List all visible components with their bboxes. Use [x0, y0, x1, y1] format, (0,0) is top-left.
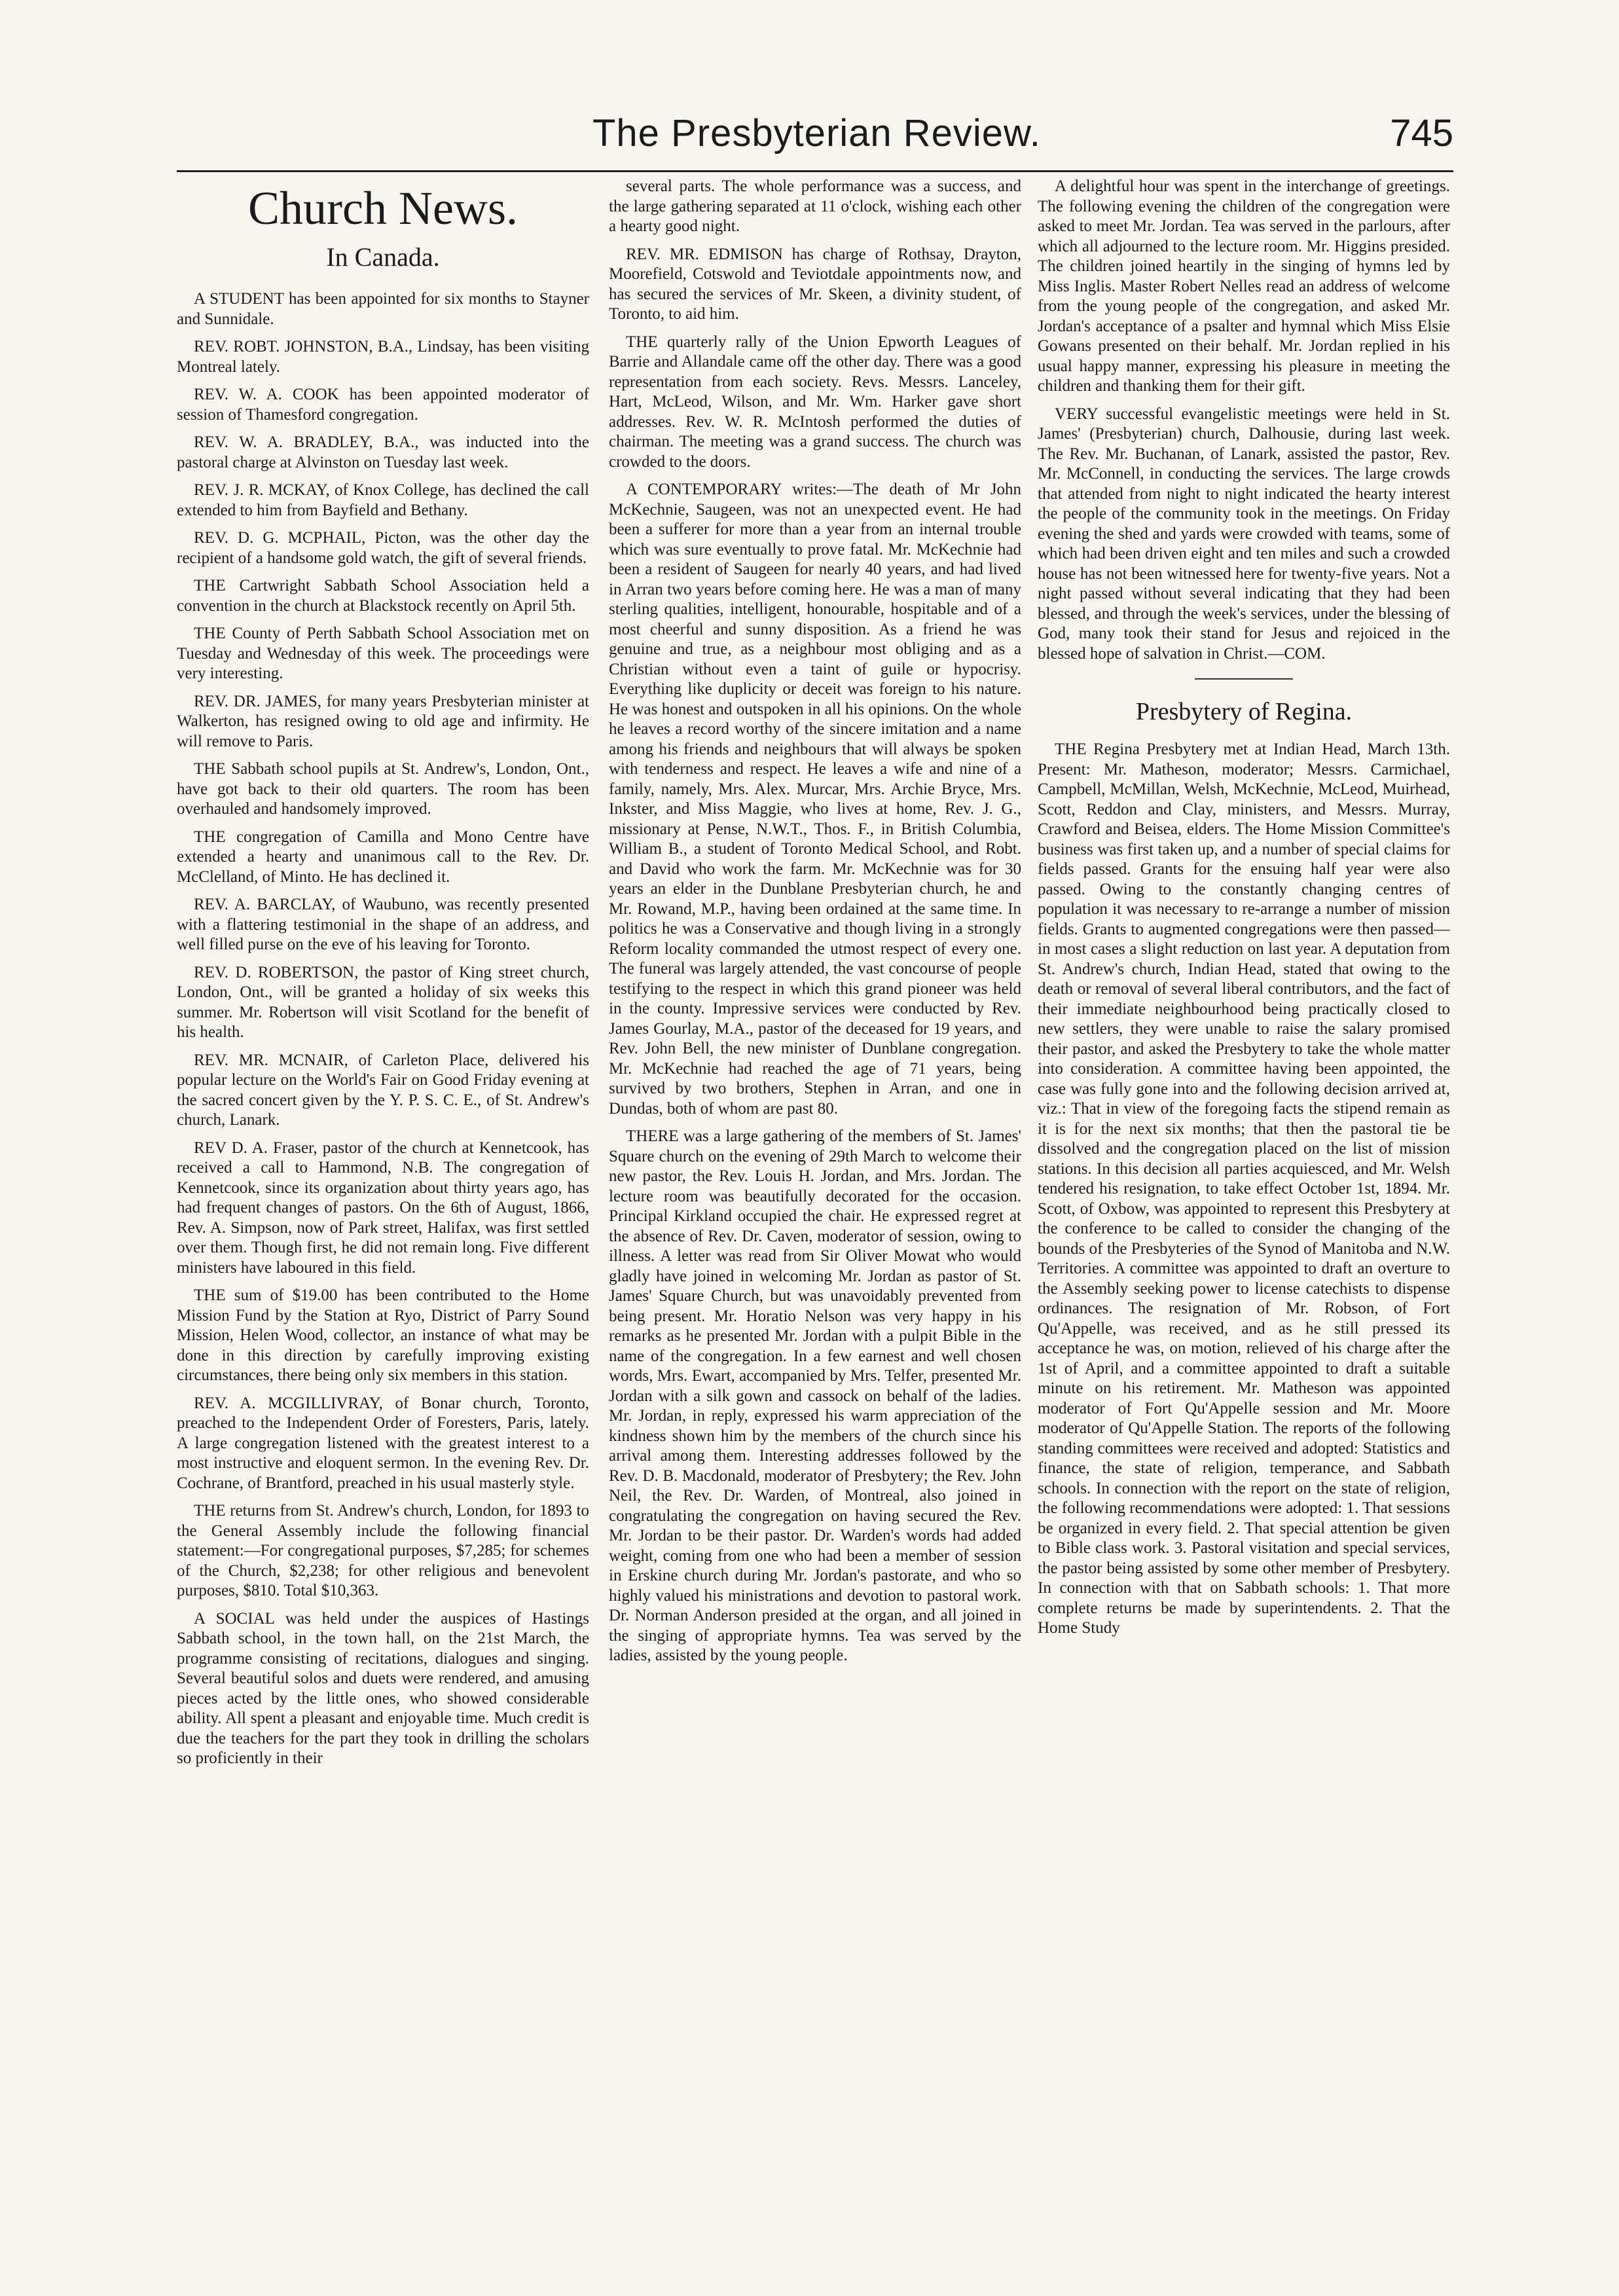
news-item: THE returns from St. Andrew's church, London, for 1893 to the General Assembly include the following financial statement:—For congregational purposes, $7,285; for schemes of the Church, $2,238; for other religious and benevolent purposes, $810. Total $10,363. [177, 1502, 589, 1599]
news-item: REV. W. A. COOK has been appointed moderator of session of Thamesford congregation. [177, 386, 589, 424]
news-item: THERE was a large gathering of the members of St. James' Square church on the evening of 29th March to welcome their new pastor, the Rev. Louis H. Jordan, and Mrs. Jordan. The lecture room was beautifully decorated for the occasion. Principal Kirkland occupied the chair. He expressed regret at the absence of Rev. Dr. Caven, moderator of session, owing to illness. A letter was read from Sir Oliver Mowat who would gladly have joined in welcoming Mr. Jordan as pastor of St. James' Square Church, but was unavoidably prevented from being present. Mr. Horatio Nelson was very happy in his remarks as he presented Mr. Jordan with a pulpit Bible in the name of the congregation. In a few earnest and well chosen words, Mrs. Ewart, accompanied by Mrs. Telfer, presented Mr. Jordan with a silk gown and cassock on behalf of the ladies. Mr. Jordan, in reply, expressed his warm appreciation of the kindness shown him by the members of the church since his arrival among them. Interesting addresses followed by the Rev. D. B. Macdonald, moderator of Presbytery; the Rev. John Neil, the Rev. Dr. Warden, of Montreal, also joined in congratulating the congregation on having secured the Rev. Mr. Jordan to be their pastor. Dr. Warden's words had added weight, coming from one who had been a member of session in Erskine church during Mr. Jordan's pastorate, and who so highly valued his ministrations and devotion to pastoral work. Dr. Norman Anderson presided at the organ, and all joined in the singing of appropriate hymns. Tea was served by the ladies, assisted by the young people. [609, 1127, 1021, 1664]
column-3 [1038, 177, 1450, 2204]
section-title: Church News. [248, 182, 518, 234]
news-item: A STUDENT has been appointed for six months to Stayner and Sunnidale. [177, 290, 589, 328]
news-item: THE County of Perth Sabbath School Association met on Tuesday and Wednesday of this week. The proceedings were very interesting. [177, 625, 589, 682]
news-item: REV D. A. Fraser, pastor of the church at Kennetcook, has received a call to Hammond, N.B. The congregation of Kennetcook, since its organization about thirty years ago, has had frequent changes of pastors. On the 6th of August, 1866, Rev. A. Simpson, now of Park street, Halifax, was first settled over them. Though first, he did not remain long. Five different ministers have laboured in this field. [177, 1139, 589, 1277]
news-item: THE congregation of Camilla and Mono Centre have extended a hearty and unanimous call to the Rev. Dr. McClelland, of Minto. He has declined it. [177, 828, 589, 886]
section-subtitle: In Canada. [326, 242, 440, 272]
news-item: REV. MR. MCNAIR, of Carleton Place, delivered his popular lecture on the World's Fair on Good Friday evening at the sacred concert given by the Y. P. S. C. E., of St. Andrew's church, Lanark. [177, 1051, 589, 1129]
column-1 [177, 177, 589, 2204]
running-title: The Presbyterian Review. [592, 112, 1041, 155]
news-item: several parts. The whole performance was a success, and the large gathering separated at 11 o'clock, wishing each other a hearty good night. [609, 177, 1021, 235]
column-2 [609, 177, 1021, 2204]
news-item: THE Cartwright Sabbath School Association held a convention in the church at Blackstock recently on April 5th. [177, 577, 589, 615]
news-item: THE Sabbath school pupils at St. Andrew's, London, Ont., have got back to their old quarters. The room has been overhauled and handsomely improved. [177, 760, 589, 818]
news-item: REV. A. MCGILLIVRAY, of Bonar church, Toronto, preached to the Independent Order of Foresters, Paris, lately. A large congregation listened with the greatest interest to a most instructive and eloquent sermon. In the evening Rev. Dr. Cochrane, of Brantford, preached in his usual masterly style. [177, 1394, 589, 1492]
news-item: REV. J. R. MCKAY, of Knox College, has declined the call extended to him from Bayfield and Bethany. [177, 481, 589, 519]
news-item: REV. D. G. MCPHAIL, Picton, was the other day the recipient of a handsome gold watch, the gift of several friends. [177, 529, 589, 567]
news-item: REV. ROBT. JOHNSTON, B.A., Lindsay, has been visiting Montreal lately. [177, 338, 589, 376]
news-item: A SOCIAL was held under the auspices of Hastings Sabbath school, in the town hall, on the 21st March, the programme consisting of recitations, dialogues and singing. Several beautiful solos and duets were rendered, and amusing pieces acted by the little ones, who showed considerable ability. All spent a pleasant and enjoyable time. Much credit is due the teachers for the part they took in drilling the scholars so proficiently in their [177, 1609, 589, 1767]
news-item: THE sum of $19.00 has been contributed to the Home Mission Fund by the Station at Ryo, District of Parry Sound Mission, Helen Wood, collector, an instance of what may be done in this direction by carefully improving existing circumstances, there being only six members in this station. [177, 1286, 589, 1384]
presbytery-heading: Presbytery of Regina. [1135, 698, 1353, 725]
news-item: REV. MR. EDMISON has charge of Rothsay, Drayton, Moorefield, Cotswold and Teviotdale appointments now, and has secured the services of Mr. Skeen, a divinity student, of Toronto, to aid him. [609, 245, 1021, 323]
news-item: A CONTEMPORARY writes:—The death of Mr John McKechnie, Saugeen, was not an unexpected event. He had been a sufferer for more than a year from an internal trouble which was sure eventually to prove fatal. Mr. McKechnie had been a resident of Saugeen for nearly 40 years, and had lived in Arran two years before coming here. He was a man of many sterling qualities, intelligent, honourable, hospitable and of a most cheerful and sunny disposition. As a friend he was genuine and true, as a neighbour most obliging and as a Christian without even a taint of guile or hypocrisy. Everything like duplicity or deceit was foreign to his nature. He was honest and outspoken in all his opinions. On the whole he leaves a record worthy of the sincere imitation and a name among his friends and neighbours that will always be spoken with tenderness and respect. He leaves a wife and nine of a family, namely, Mrs. Alex. Murcar, Mrs. Archie Bryce, Mrs. Inkster, and Miss Maggie, who lives at home, Rev. J. G., missionary at Pense, N.W.T., Thos. F., in British Columbia, William B., a student of Toronto Medical School, and Robt. and David who work the farm. Mr. McKechnie was for 30 years an elder in the Dunblane Presbyterian church, he and Mr. Rowand, M.P., having been ordained at the same time. In politics he was a Conservative and though living in a strongly Reform locality commanded the utmost respect of every one. The funeral was largely attended, the vast concourse of people testifying to the respect in which this grand pioneer was held in the county. Impressive services were conducted by Rev. James Gourlay, M.A., pastor of the deceased for 19 years, and Rev. John Bell, the new minister of Dunblane congregation. Mr. McKechnie had reached the age of 71 years, being survived by two brothers, Stephen in Arran, and one in Dundas, both of whom are past 80. [609, 481, 1021, 1118]
news-item: VERY successful evangelistic meetings were held in St. James' (Presbyterian) church, Dalhousie, during last week. The Rev. Mr. Buchanan, of Lanark, assisted the pastor, Rev. Mr. McConnell, in conducting the services. The large crowds that attended from night to night indicated the hearty interest the people of the community took in the meetings. On Friday evening the shed and yards were crowded with teams, some of which had been driven eight and ten miles and such a crowded house has not been witnessed here for twenty-five years. Not a night passed without several indicating that they had been blessed, and through the week's services, under the blessing of God, many took their stand for Jesus and rejoiced in the blessed hope of salvation in Christ.—COM. [1038, 405, 1450, 663]
header-rule [177, 170, 1453, 172]
news-item: THE Regina Presbytery met at Indian Head, March 13th. Present: Mr. Matheson, moderator; Messrs. Carmichael, Campbell, McMillan, Welsh, McKechnie, McLeod, Muirhead, Scott, Reddon and Clay, ministers, and Messrs. Murray, Crawford and Beisea, elders. The Home Mission Committee's business was first taken up, and a number of special claims for fields passed. Grants for the ensuing half year were also passed. Owing to the constantly changing centres of population it was necessary to re-arrange a number of mission fields. Grants to augmented congregations were then passed—in most cases a slight reduction on last year. A deputation from St. Andrew's church, Indian Head, stated that owing to the death or removal of several liberal contributors, and the fact of their immediate neighbourhood being practically closed to new settlers, they were unable to raise the salary promised their pastor, and asked the Presbytery to take the whole matter into consideration. A committee having been appointed, the case was fully gone into and the following decision arrived at, viz.: That in view of the foregoing facts the stipend remain as it is for the next six months; that then the pastoral tie be dissolved and the congregation placed on the list of mission stations. In this decision all parties acquiesced, and Mr. Welsh tendered his resignation, to take effect October 1st, 1894. Mr. Scott, of Oxbow, was appointed to represent this Presbytery at the conference to be called to consider the changing of the bounds of the Presbyteries of the Synod of Manitoba and N.W. Territories. A committee was appointed to draft an overture to the Assembly seeking power to license catechists to dispense ordinances. The resignation of Mr. Robson, of Fort Qu'Appelle, was received, and as he still pressed its acceptance he was, on motion, relieved of his charge after the 1st of April, and a committee appointed to draft a suitable minute on his retirement. Mr. Matheson was appointed moderator of Fort Qu'Appelle session and Mr. Moore moderator of Qu'Appelle Station. The reports of the following standing committees were received and adopted: Statistics and finance, the state of religion, temperance, and Sabbath schools. In connection with the report on the state of religion, the following recommendations were adopted: 1. That sessions be organized in every field. 2. That special attention be given to Bible class work. 3. Pastoral visitation and special services, the pastor being assisted by some other member of Presbytery. In connection with that on Sabbath schools: 1. That more complete returns be made by superintendents. 2. That the Home Study [1038, 740, 1450, 1637]
news-item: A delightful hour was spent in the interchange of greetings. The following evening the children of the congregation were asked to meet Mr. Jordan. Tea was served in the parlours, after which all adjourned to the lecture room. Mr. Higgins presided. The children joined heartily in the singing of hymns led by Miss Inglis. Master Robert Nelles read an address of welcome from the young people of the congregation, and asked Mr. Jordan's acceptance of a psalter and hymnal which Miss Elsie Gowans presented on their behalf. Mr. Jordan replied in his usual happy manner, expressing his pleasure in meeting the children and thanking them for their gift. [1038, 177, 1450, 395]
news-item: REV. W. A. BRADLEY, B.A., was inducted into the pastoral charge at Alvinston on Tuesday last week. [177, 433, 589, 471]
section-divider [1195, 678, 1293, 680]
news-item: REV. A. BARCLAY, of Waubuno, was recently presented with a flattering testimonial in the shape of an address, and well filled purse on the eve of his leaving for Toronto. [177, 896, 589, 953]
news-item: THE quarterly rally of the Union Epworth Leagues of Barrie and Allandale came off the other day. There was a good representation from each society. Revs. Messrs. Lanceley, Hart, McLeod, Wilson, and Mr. Wm. Harker gave short addresses. Rev. W. R. McIntosh performed the duties of chairman. The meeting was a grand success. The church was crowded to the doors. [609, 333, 1021, 471]
news-item: REV. DR. JAMES, for many years Presbyterian minister at Walkerton, has resigned owing to old age and infirmity. He will remove to Paris. [177, 692, 589, 750]
page-number: 745 [1390, 112, 1453, 155]
page-header [177, 98, 1453, 170]
news-item: REV. D. ROBERTSON, the pastor of King street church, London, Ont., will be granted a holiday of six weeks this summer. Mr. Robertson will visit Scotland for the benefit of his health. [177, 963, 589, 1041]
